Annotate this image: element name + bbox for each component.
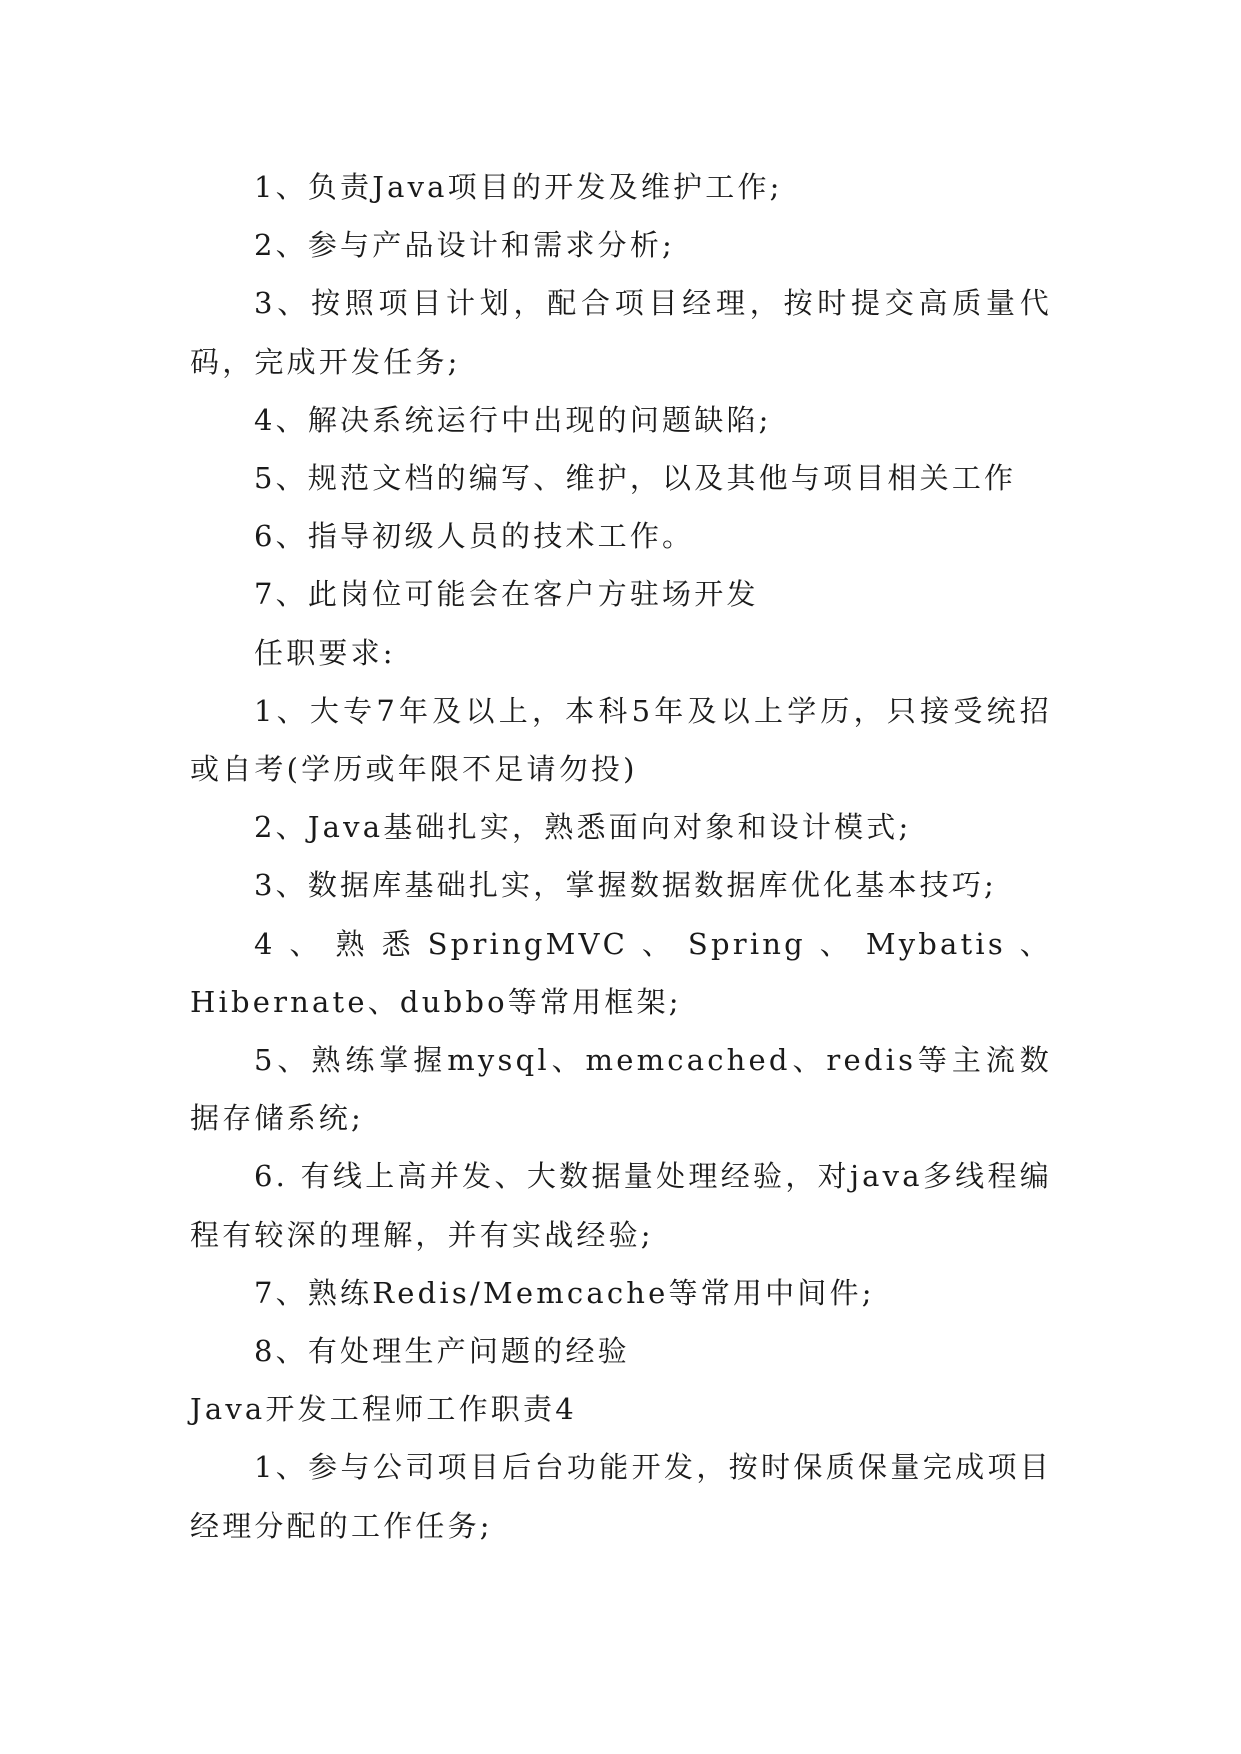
requirement-item-3: 3、数据库基础扎实，掌握数据数据库优化基本技巧; [254,868,998,903]
duty-item-3: 3、按照项目计划，配合项目经理，按时提交高质量代码，完成开发任务; [190,286,1052,379]
document-body [190,158,1052,1555]
requirement-item-2: 2、Java基础扎实，熟悉面向对象和设计模式; [254,810,912,845]
section-heading: Java开发工程师工作职责4 [190,1392,577,1427]
duty-item-2: 2、参与产品设计和需求分析; [254,228,676,263]
duty-item-6: 6、指导初级人员的技术工作。 [254,519,695,554]
requirement-item-8: 8、有处理生产问题的经验 [254,1334,630,1369]
section-duty-item-1: 1、参与公司项目后台功能开发，按时保质保量完成项目经理分配的工作任务; [190,1450,1052,1543]
duty-item-4: 4、解决系统运行中出现的问题缺陷; [254,402,772,437]
requirement-item-7: 7、熟练Redis/Memcache等常用中间件; [254,1275,875,1310]
requirement-item-1: 1、大专7年及以上，本科5年及以上学历，只接受统招或自考(学历或年限不足请勿投) [190,693,1052,787]
requirement-item-5: 5、熟练掌握mysql、memcached、redis等主流数据存储系统; [190,1043,1052,1136]
duty-item-7: 7、此岗位可能会在客户方驻场开发 [254,577,759,612]
duty-item-1: 1、负责Java项目的开发及维护工作; [254,170,783,204]
requirement-item-4: 4、熟悉SpringMVC、Spring、Mybatis、Hibernate、dubbo等常用框架; [190,926,1052,1019]
requirement-item-6: 6. 有线上高并发、大数据量处理经验，对java多线程编程有较深的理解，并有实战经验; [190,1159,1052,1252]
duty-item-5: 5、规范文档的编写、维护，以及其他与项目相关工作 [254,461,1017,496]
requirements-heading: 任职要求: [254,635,396,670]
